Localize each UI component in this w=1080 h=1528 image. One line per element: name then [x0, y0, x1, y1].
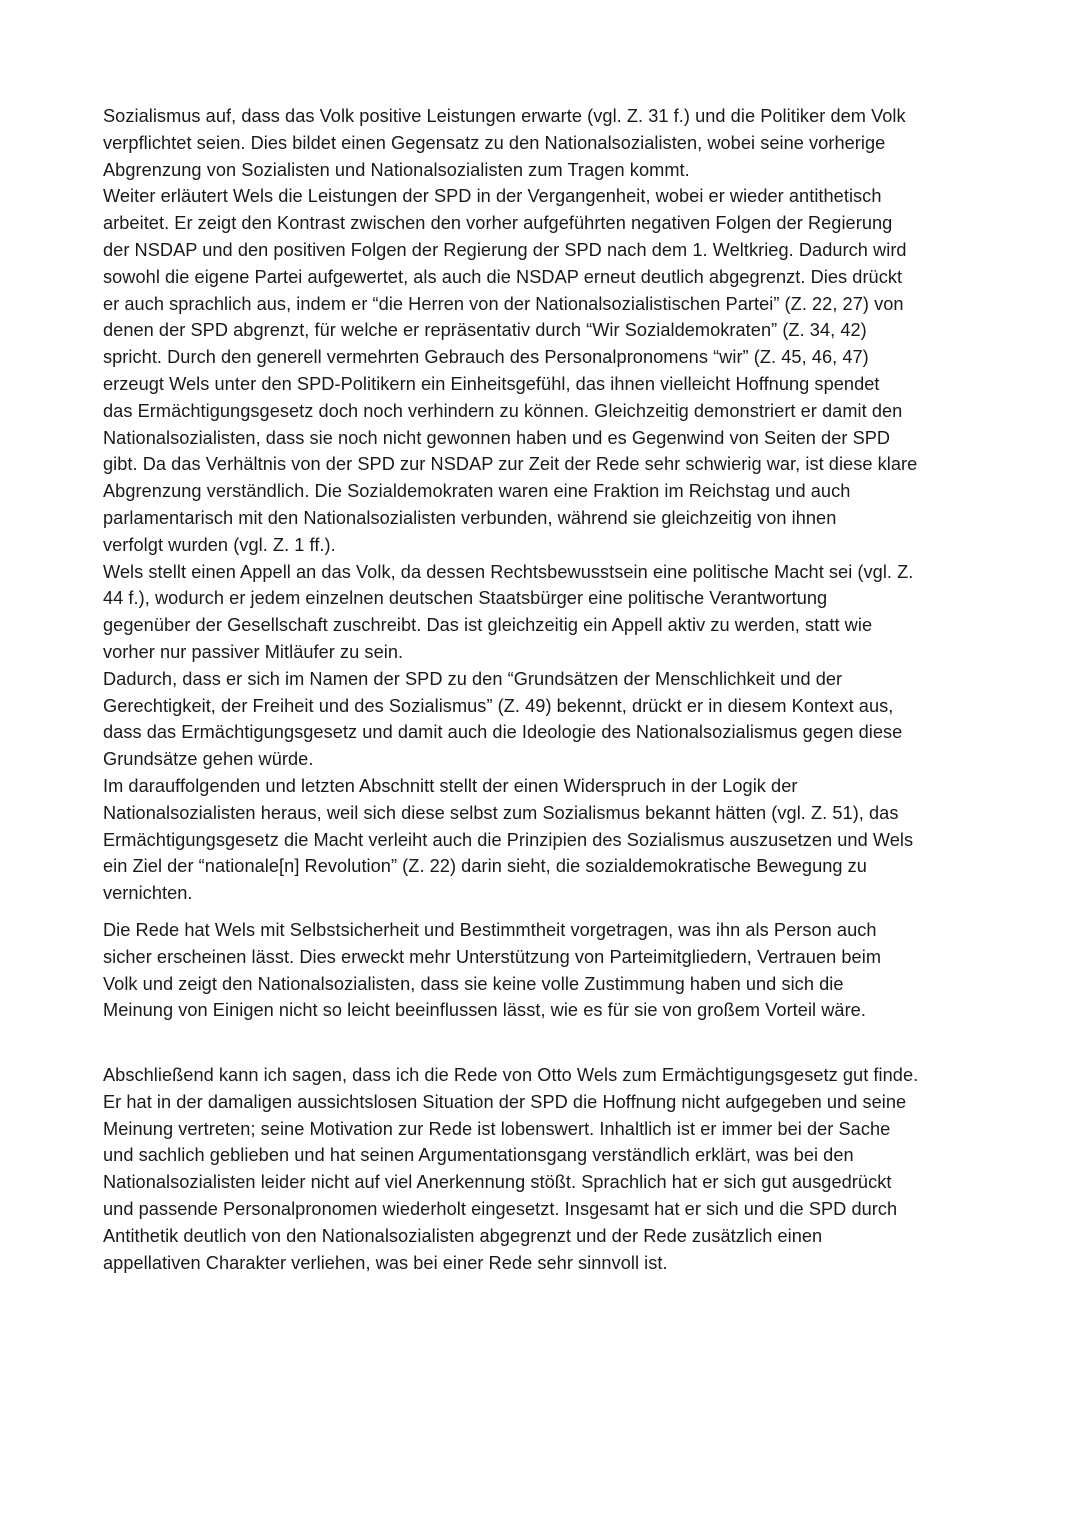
document-page — [103, 103, 983, 1276]
paragraph-spacer — [103, 907, 983, 917]
analysis-section — [103, 103, 983, 907]
paragraph-contradiction: Im darauffolgenden und letzten Abschnitt stellt der einen Widerspruch in der Logik der Nationalsozialisten heraus, weil sich diese selbst zum Sozialismus bekannt hätten (vgl. Z. 51), das Ermächtigungsgesetz die Macht verleiht auch die Prinzipien des Sozialismus auszusetzen und Wels ein Ziel der “nationale[n] Revolution” (Z. 22) darin sieht, die sozialdemokratische Bewegung zu vernichten. — [103, 775, 914, 904]
paragraph-socialism-contrast: Sozialismus auf, dass das Volk positive Leistungen erwarte (vgl. Z. 31 f.) und die Politiker dem Volk verpflichtet seien. Dies bildet einen Gegensatz zu den Nationalsozialisten, wobei seine vorherige Abgrenzung von Sozialisten und Nationalsozialisten zum Tragen kommt. — [103, 106, 906, 180]
paragraph-conclusion: Abschließend kann ich sagen, dass ich die Rede von Otto Wels zum Ermächtigungsgesetz gut finde. Er hat in der damaligen aussichtslosen Situation der SPD die Hoffnung nicht aufgegeben und seine Meinung vertreten; seine Motivation zur Rede ist lobenswert. Inhaltlich ist er immer bei der Sache und sachlich geblieben und hat seinen Argumentationsgang verständlich erklärt, was bei den Nationalsozialisten leider nicht auf viel Anerkennung stößt. Sprachlich hat er sich gut ausgedrückt und passende Personalpronomen wiederholt eingesetzt. Insgesamt hat er sich und die SPD durch Antithetik deutlich von den Nationalsozialisten abgegrenzt und der Rede zusätzlich einen appellativen Charakter verliehen, was bei einer Rede sehr sinnvoll ist. — [103, 1065, 919, 1273]
paragraph-appeal-to-people: Wels stellt einen Appell an das Volk, da dessen Rechtsbewusstsein eine politische Macht sei (vgl. Z. 44 f.), wodurch er jedem einzelnen deutschen Staatsbürger eine politische Verantwortung gegenüber der Gesellschaft zuschreibt. Das ist gleichzeitig ein Appell aktiv zu werden, statt wie vorher nur passiver Mitläufer zu sein. — [103, 561, 914, 662]
paragraph-delivery: Die Rede hat Wels mit Selbstsicherheit und Bestimmtheit vorgetragen, was ihn als Person auch sicher erscheinen lässt. Dies erweckt mehr Unterstützung von Parteimitgliedern, Vertrauen beim Volk und zeigt den Nationalsozialisten, dass sie keine volle Zustimmung haben und sich die Meinung von Einigen nicht so leicht beeinflussen lässt, wie es für sie von großem Vorteil wäre. — [103, 919, 882, 1021]
paragraph-spd-achievements: Weiter erläutert Wels die Leistungen der SPD in der Vergangenheit, wobei er wieder antithetisch arbeitet. Er zeigt den Kontrast zwischen den vorher aufgeführten negativen Folgen der Regierung der NSDAP und den positiven Folgen der Regierung der SPD nach dem 1. Weltkrieg. Dadurch wird sowohl die eigene Partei aufgewertet, als auch die NSDAP erneut deutlich abgegrenzt. Dies drückt er auch sprachlich aus, indem er “die Herren von der Nationalsozialistischen Partei” (Z. 22, 27) von denen der SPD abgrenzt, für welche er repräsentativ durch “Wir Sozialdemokraten” (Z. 34, 42) spricht. Durch den generell vermehrten Gebrauch des Personalpronomens “wir” (Z. 45, 46, 47) erzeugt Wels unter den SPD-Politikern ein Einheitsgefühl, das ihnen vielleicht Hoffnung spendet das Ermächtigungsgesetz doch noch verhindern zu können. Gleichzeitig demonstriert er damit den Nationalsozialisten, dass sie noch nicht gewonnen haben und es Gegenwind von Seiten der SPD gibt. Da das Verhältnis von der SPD zur NSDAP zur Zeit der Rede sehr schwierig war, ist diese klare Abgrenzung verständlich. Die Sozialdemokraten waren eine Fraktion im Reichstag und auch parlamentarisch mit den Nationalsozialisten verbunden, während sie gleichzeitig von ihnen verfolgt wurden (vgl. Z. 1 ff.). — [103, 186, 918, 555]
paragraph-spacer — [103, 1024, 983, 1062]
paragraph-principles: Dadurch, dass er sich im Namen der SPD zu den “Grundsätzen der Menschlichkeit und der Gerechtigkeit, der Freiheit und des Sozialismus” (Z. 49) bekennt, drückt er in diesem Kontext aus, dass das Ermächtigungsgesetz und damit auch die Ideologie des Nationalsozialismus gegen diese Grundsätze gehen würde. — [103, 668, 903, 770]
